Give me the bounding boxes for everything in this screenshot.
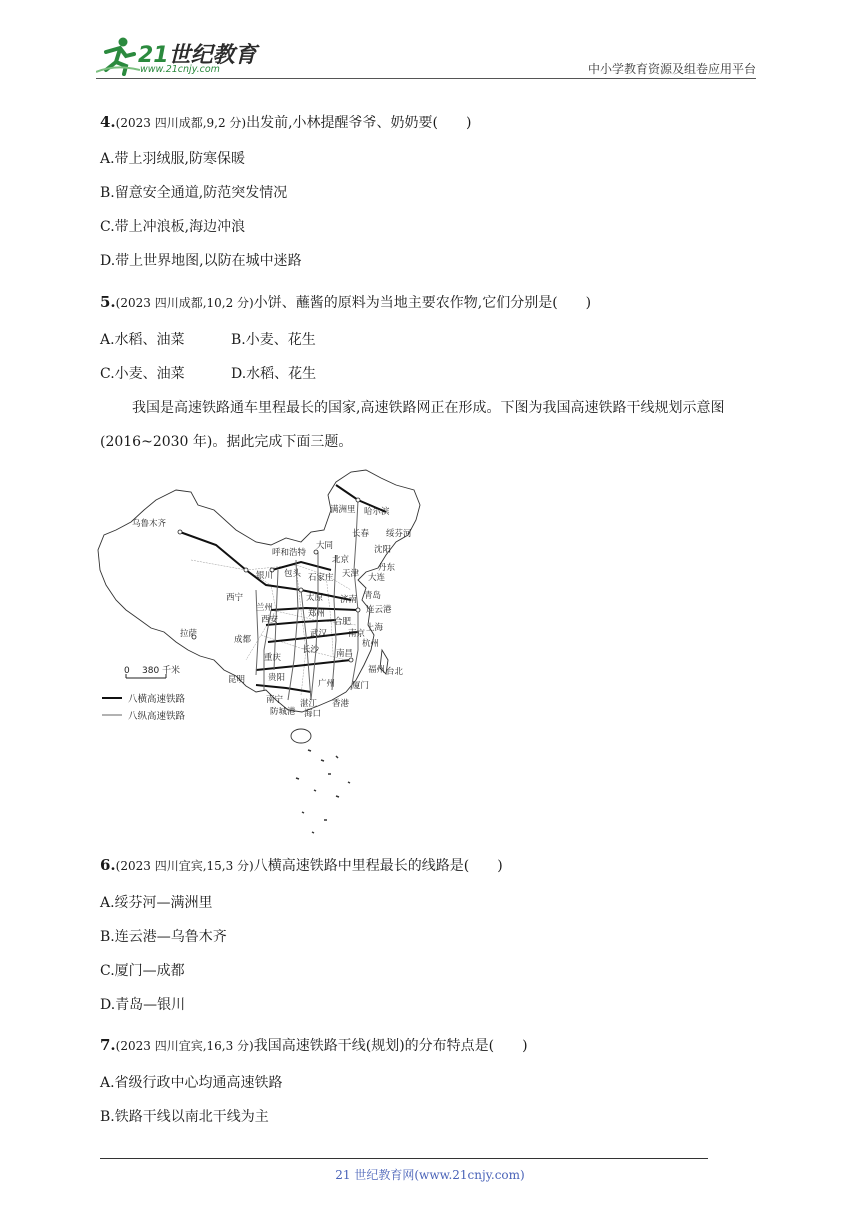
map-city-label: 合肥 — [334, 617, 352, 627]
question-6 — [100, 856, 503, 875]
map-city-label: 乌鲁木齐 — [132, 519, 167, 529]
south-sea-islands — [296, 750, 350, 833]
horizontal-line-2 — [272, 562, 331, 570]
hainan-island — [291, 729, 311, 743]
map-city-label: 南宁 — [266, 695, 284, 705]
map-city-label: 大连 — [368, 573, 386, 583]
map-city-label: 上海 — [366, 623, 384, 633]
map-city-label: 南昌 — [336, 649, 354, 659]
option-d[interactable]: D.水稻、花生 — [231, 366, 317, 382]
question-source: (2023 四川宜宾,15,3 分) — [115, 859, 254, 873]
map-city-label: 沈阳 — [374, 545, 392, 555]
rail-map-figure — [96, 460, 426, 840]
map-city-label: 香港 — [332, 699, 350, 709]
question-stem: 我国高速铁路干线(规划)的分布特点是( ) — [253, 1038, 528, 1054]
map-city-label: 防城港 — [270, 707, 296, 717]
question-number: 7. — [100, 1036, 116, 1054]
question-stem: 小饼、蘸酱的原料为当地主要农作物,它们分别是( ) — [253, 295, 592, 311]
map-city-label: 呼和浩特 — [272, 548, 307, 558]
map-city-label: 青岛 — [364, 591, 382, 601]
legend-horizontal: 八横高速铁路 — [128, 694, 186, 705]
platform-slogan: 中小学教育资源及组卷应用平台 — [587, 62, 756, 76]
footer-divider — [100, 1158, 708, 1159]
reading-passage: 我国是高速铁路通车里程最长的国家,高速铁路网正在形成。下图为我国高速铁路干线规划示意图(2016~2030 年)。据此完成下面三题。 — [100, 400, 725, 450]
map-city-label: 湛江 — [300, 699, 318, 709]
map-city-label: 武汉 — [310, 629, 328, 639]
map-city-label: 广州 — [318, 679, 336, 689]
map-city-label: 丹东 — [378, 563, 396, 573]
map-city-label: 石家庄 — [308, 573, 334, 583]
logo-url: www.21cnjy.com — [140, 64, 220, 75]
map-city-label: 包头 — [284, 569, 302, 579]
question-source: (2023 四川成都,9,2 分) — [115, 116, 247, 130]
map-city-label: 济南 — [340, 595, 358, 605]
question-stem: 出发前,小林提醒爷爷、奶奶要( ) — [246, 115, 472, 131]
map-city-label: 成都 — [234, 635, 252, 645]
map-city-label: 杭州 — [362, 639, 380, 649]
map-city-label: 厦门 — [352, 681, 370, 691]
option-b[interactable]: B.连云港—乌鲁木齐 — [100, 929, 227, 945]
map-city-label: 天津 — [342, 569, 360, 579]
map-city-label: 长春 — [352, 529, 370, 539]
map-city-label: 绥芬河 — [386, 529, 412, 539]
vertical-line-4 — [288, 560, 298, 700]
map-city-label: 拉萨 — [180, 629, 198, 639]
option-b[interactable]: B.铁路干线以南北干线为主 — [100, 1109, 269, 1125]
question-stem: 八横高速铁路中里程最长的线路是( ) — [253, 858, 503, 874]
option-c[interactable]: C.厦门—成都 — [100, 963, 185, 979]
option-a[interactable]: A.绥芬河—满洲里 — [100, 895, 213, 911]
map-city-label: 满洲里 — [330, 505, 356, 515]
site-logo[interactable] — [96, 36, 261, 78]
map-city-label: 昆明 — [228, 675, 246, 685]
option-b[interactable]: B.留意安全通道,防范突发情况 — [100, 185, 288, 201]
question-4 — [100, 113, 471, 132]
high-speed-rail-map — [96, 460, 426, 840]
map-city-label: 南京 — [348, 629, 366, 639]
svg-text:0: 0 — [124, 666, 130, 676]
map-city-label: 银川 — [256, 571, 274, 581]
logo-wordmark: 21世纪教育 — [138, 43, 257, 68]
runner-logo-icon — [96, 36, 140, 76]
map-city-label: 台北 — [386, 667, 404, 677]
map-city-label: 兰州 — [256, 603, 274, 613]
question-number: 6. — [100, 856, 116, 874]
option-b[interactable]: B.小麦、花生 — [231, 332, 316, 348]
page-header — [96, 36, 756, 80]
header-divider — [96, 78, 756, 79]
option-d[interactable]: D.青岛—银川 — [100, 997, 186, 1013]
map-city-label: 北京 — [332, 555, 350, 565]
question-number: 4. — [100, 113, 116, 131]
option-c[interactable]: C.小麦、油菜 — [100, 366, 185, 382]
map-city-label: 西宁 — [226, 593, 244, 603]
question-7 — [100, 1036, 528, 1055]
question-source: (2023 四川成都,10,2 分) — [115, 296, 254, 310]
svg-text:380 千米: 380 千米 — [142, 666, 181, 676]
question-5 — [100, 293, 591, 312]
map-city-label: 太原 — [306, 593, 324, 603]
option-c[interactable]: C.带上冲浪板,海边冲浪 — [100, 219, 246, 235]
map-legend — [102, 693, 186, 722]
option-a[interactable]: A.省级行政中心均通高速铁路 — [100, 1075, 283, 1091]
map-city-label: 重庆 — [264, 653, 282, 663]
map-city-label: 福州 — [368, 665, 386, 675]
map-city-label: 西安 — [261, 615, 279, 625]
question-source: (2023 四川宜宾,16,3 分) — [115, 1039, 254, 1053]
footer-link[interactable]: 21 世纪教育网(www.21cnjy.com) — [335, 1168, 525, 1182]
map-city-label: 贵阳 — [268, 673, 286, 683]
legend-vertical: 八纵高速铁路 — [128, 711, 186, 722]
map-city-label: 哈尔滨 — [364, 507, 390, 517]
map-city-label: 大同 — [316, 541, 334, 551]
option-a[interactable]: A.水稻、油菜 — [100, 332, 185, 348]
option-a[interactable]: A.带上羽绒服,防寒保暖 — [100, 151, 246, 167]
option-d[interactable]: D.带上世界地图,以防在城中迷路 — [100, 253, 302, 269]
map-city-label: 海口 — [304, 709, 322, 719]
question-number: 5. — [100, 293, 116, 311]
map-city-label: 长沙 — [302, 645, 320, 655]
map-scale-bar — [124, 664, 180, 678]
map-city-label: 郑州 — [308, 609, 326, 619]
map-city-label: 连云港 — [366, 605, 392, 615]
